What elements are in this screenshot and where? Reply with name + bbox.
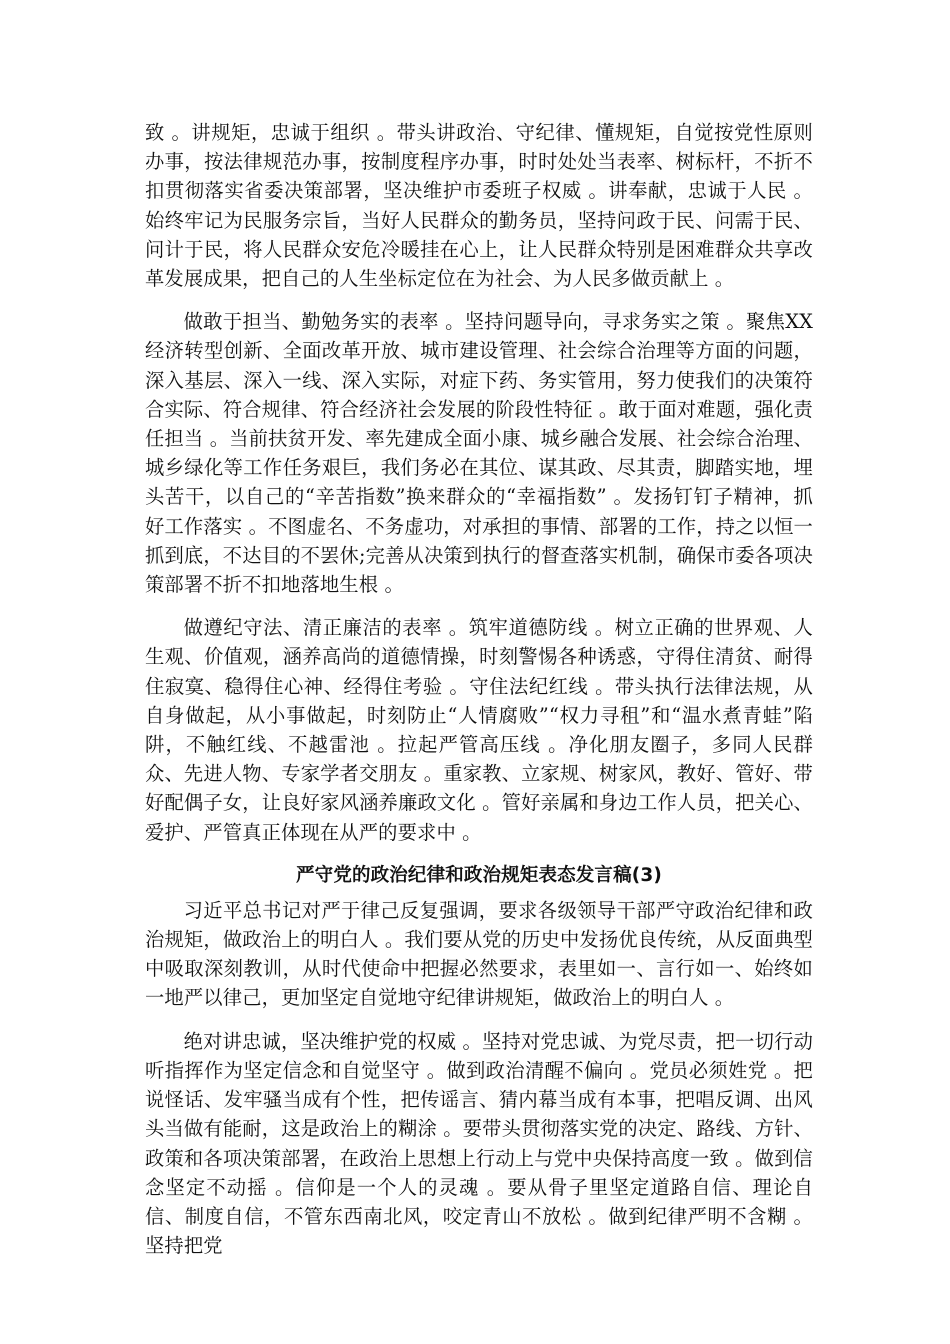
document-page	[145, 118, 813, 1274]
body-paragraph: 习近平总书记对严于律己反复强调，要求各级领导干部严守政治纪律和政治规矩，做政治上的明白人 。我们要从党的历史中发扬优良传统，从反面典型中吸取深刻教训，从时代使命中把握必然要求，表里如一、言行如一、始终如一地严以律己，更加坚定自觉地守纪律讲规矩，做政治上的明白人 。	[145, 898, 813, 1010]
body-paragraph: 做遵纪守法、清正廉洁的表率 。筑牢道德防线 。树立正确的世界观、人生观、价值观，涵养高尚的道德情操，时刻警惕各种诱惑，守得住清贫、耐得住寂寞、稳得住心神、经得住考验 。守住法纪红线 。带头执行法律法规，从自身做起，从小事做起，时刻防止“人情腐败”“权力寻租”和“温水煮青蛙”陷阱，不触红线、不越雷池 。拉起严管高压线 。净化朋友圈子，多同人民群众、先进人物、专家学者交朋友 。重家教、立家规、树家风，教好、管好、带好配偶子女，让良好家风涵养廉政文化 。管好亲属和身边工作人员，把关心、爱护、严管真正体现在从严的要求中 。	[145, 616, 813, 844]
section-title: 严守党的政治纪律和政治规矩表态发言稿(3)	[296, 864, 662, 886]
body-paragraph: 做敢于担当、勤勉务实的表率 。坚持问题导向，寻求务实之策 。聚焦XX经济转型创新、全面改革开放、城市建设管理、社会综合治理等方面的问题，深入基层、深入一线、深入实际，对症下药、务实管用，努力使我们的决策符合实际、符合规律、符合经济社会发展的阶段性特征 。敢于面对难题，强化责任担当 。当前扶贫开发、率先建成全面小康、城乡融合发展、社会综合治理、城乡绿化等工作任务艰巨，我们务必在其位、谋其政、尽其责，脚踏实地，埋头苦干，以自己的“辛苦指数”换来群众的“幸福指数” 。发扬钉钉子精神，抓好工作落实 。不图虚名、不务虚功，对承担的事情、部署的工作，持之以恒一抓到底，不达目的不罢休;完善从决策到执行的督查落实机制，确保市委各项决策部署不折不扣地落地生根 。	[145, 310, 813, 597]
body-paragraph: 绝对讲忠诚，坚决维护党的权威 。坚持对党忠诚、为党尽责，把一切行动听指挥作为坚定信念和自觉坚守 。做到政治清醒不偏向 。党员必须姓党 。把说怪话、发牢骚当成有个性，把传谣言、猜内幕当成有本事，把唱反调、出风头当做有能耐，这是政治上的糊涂 。要带头贯彻落实党的决定、路线、方针、政策和各项决策部署，在政治上思想上行动上与党中央保持高度一致 。做到信念坚定不动摇 。信仰是一个人的灵魂 。要从骨子里坚定道路自信、理论自信、制度自信，不管东西南北风，咬定青山不放松 。做到纪律严明不含糊 。坚持把党	[145, 1029, 813, 1258]
body-paragraph: 致 。讲规矩，忠诚于组织 。带头讲政治、守纪律、懂规矩，自觉按党性原则办事，按法律规范办事，按制度程序办事，时时处处当表率、树标杆，不折不扣贯彻落实省委决策部署，坚决维护市委班子权威 。讲奉献，忠诚于人民 。始终牢记为民服务宗旨，当好人民群众的勤务员，坚持问政于民、问需于民、问计于民，将人民群众安危冷暖挂在心上，让人民群众特别是困难群众共享改革发展成果，把自己的人生坐标定位在为社会、为人民多做贡献上 。	[145, 121, 813, 291]
